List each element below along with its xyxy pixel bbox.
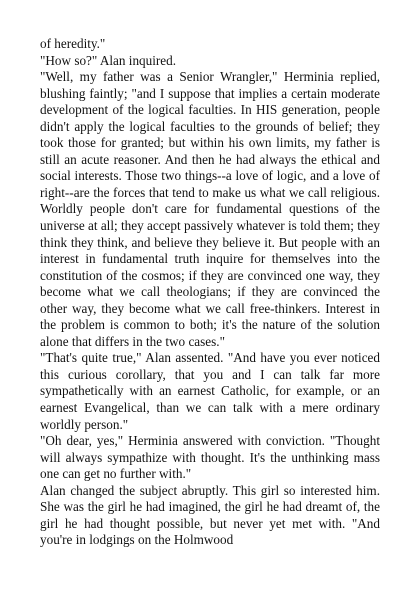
paragraph-quite-true: "That's quite true," Alan assented. "And have you ever noticed this curious corollary, that you and I can talk far more sympathetically with an earnest Catholic, for example, or an earnest Evangelical, than we can talk with a mere ordinary worldly person.": [40, 350, 380, 432]
paragraph-oh-dear: "Oh dear, yes," Herminia answered with conviction. "Thought will always sympathize with thought. It's the unthinking mass one can get no further with.": [40, 433, 380, 482]
paragraph-heredity-end: of heredity.": [40, 36, 106, 51]
paragraph-changed-subject: Alan changed the subject abruptly. This girl so interested him. She was the girl he had imagined, the girl he had dreamt of, the girl he had thought possible, but never yet met with. "And you're in lodgings on the Holmwood: [40, 482, 380, 548]
paragraph-senior-wrangler: "Well, my father was a Senior Wrangler," Herminia replied, blushing faintly; "and I suppose that implies a certain moderate development of the logical faculties. In HIS generation, people didn't apply the logical faculties to the grounds of belief; they took those for granted; but within his own limits, my father is still an acute reasoner. And then he had always the ethical and social interests. Those two things--a love of logic, and a love of right--are the forces that tend to make us what we call religious. Worldly people don't care for fundamental questions of the universe at all; they accept passively whatever is told them; they think they think, and believe they believe it. But people with an interest in fundamental truth inquire for themselves into the constitution of the cosmos; if they are convinced one way, they become what we call theologians; if they are convinced the other way, they become what we call free-thinkers. Interest in the problem is common to both; it's the nature of the solution alone that differs in the two cases.": [40, 69, 380, 349]
paragraph-how-so: "How so?" Alan inquired.: [40, 52, 177, 68]
book-page: [40, 36, 380, 549]
